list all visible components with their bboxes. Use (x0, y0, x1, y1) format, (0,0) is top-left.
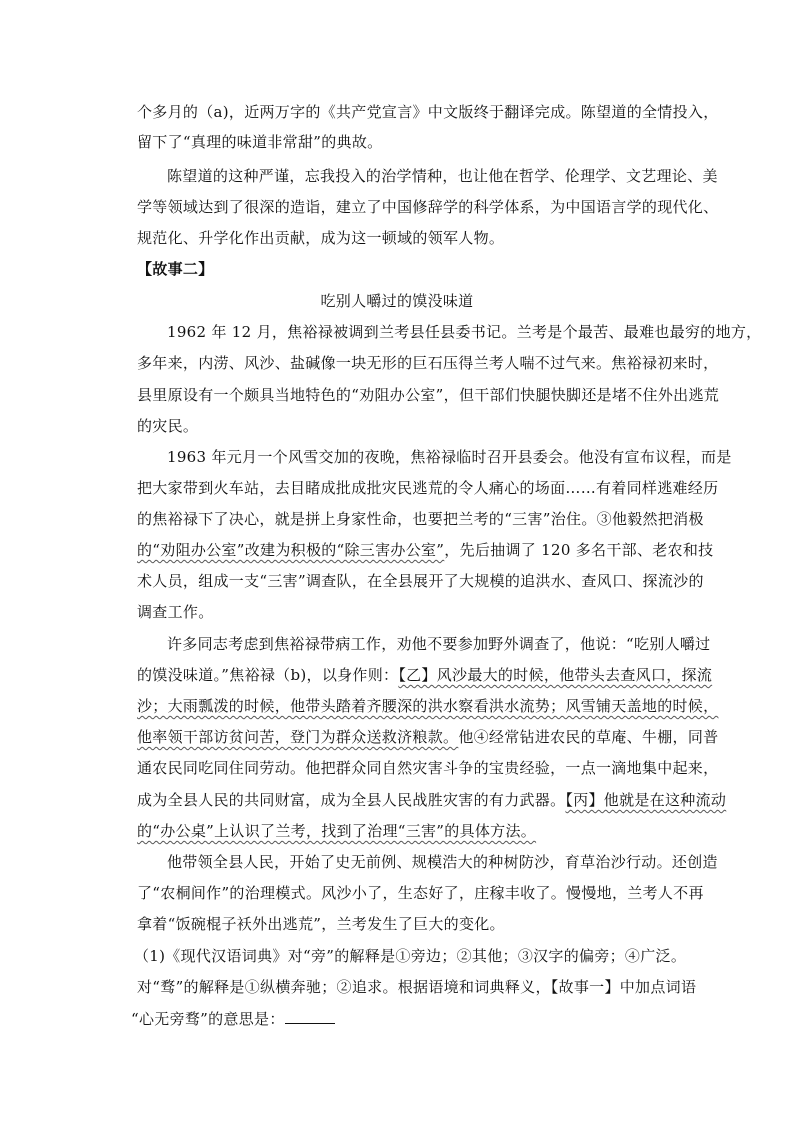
paragraph-line: 术人员，组成一支“三害”调查队，在全县展开了大规模的追洪水、查风口、探流沙的 (137, 572, 704, 590)
paragraph-line (137, 540, 714, 560)
paragraph-line: 许多同志考虑到焦裕禄带病工作，劝他不要参加野外调查了，他说：“吃别人嚼过 (167, 635, 711, 653)
wavy-underlined-sentence: 沙；大雨瓢泼的时候，他带头踏着齐腰深的洪水察看洪水流势；风雪铺天盖地的时候， (137, 697, 719, 715)
paragraph-line: 1962 年 12 月，焦裕禄被调到兰考县任县委书记。兰考是个最苦、最难也最穷的地方， (167, 323, 762, 341)
line-text: “心无旁骛”的意思是： (131, 1010, 285, 1028)
paragraph-line: 1963 年元月一个风雪交加的夜晚，焦裕禄临时召开县委会。他没有宣布议程，而是 (167, 448, 732, 466)
line-text: 成为全县人民的共同财富，成为全县人民战胜灾害的有力武器。 (137, 791, 566, 809)
paragraph-line: 个多月的（a)，近两万字的《共产党宣言》中文版终于翻译完成。陈望道的全情投入， (137, 103, 719, 121)
paragraph-line (137, 790, 727, 810)
paragraph-line: 规范化、升学化作出贡献，成为这一顿域的领军人物。 (137, 229, 505, 247)
paragraph-line (137, 696, 719, 716)
wavy-underlined-sentence: 【丙】他就是在这种流动 (565, 791, 727, 809)
paragraph-line: 的灾民。 (137, 417, 199, 435)
paragraph-line: 县里原设有一个颇具当地特色的“劝阻办公室”，但干部们快腿快脚还是堵不住外出逃荒 (137, 386, 720, 404)
paragraph-line: 学等领域达到了很深的造诣，建立了中国修辞学的科学体系，为中国语言学的现代化、 (137, 198, 719, 216)
paragraph-line (137, 727, 719, 747)
answer-blank[interactable] (285, 1009, 335, 1024)
paragraph-line (137, 821, 677, 841)
paragraph-line: 拿着“饭碗棍子袄外出逃荒”，兰考发生了巨大的变化。 (137, 915, 505, 933)
line-text: ，先后抽调了 120 多名干部、老农和技 (444, 541, 714, 559)
paragraph-line (137, 665, 713, 685)
line-text: 他④经常钻进农民的草庵、牛棚，同普 (458, 728, 719, 746)
wavy-underlined-sentence: 的“劝阻办公室”改建为积极的“除三害办公室” (137, 541, 445, 559)
wavy-underlined-sentence: 的“办公桌”上认识了兰考，找到了治理“三害”的具体方法。 (137, 822, 537, 840)
section-heading: 【故事二】 (137, 260, 214, 278)
paragraph-line: 他带领全县人民，开始了史无前例、规模浩大的种树防沙，育草治沙行动。还创造 (167, 853, 718, 871)
question-line: （1)《现代汉语词典》对“旁”的解释是①旁边；②其他；③汉字的偏旁；④广泛。 (134, 947, 687, 965)
paragraph-line: 多年来，内涝、风沙、盐碱像一块无形的巨石压得兰考人喘不过气来。焦裕禄初来时， (137, 354, 719, 372)
line-text: 的馍没味道。”焦裕禄（b)，以身作则： (137, 666, 399, 684)
paragraph-line: 通农民同吃同住同劳动。他把群众同自然灾害斗争的宝贵经验，一点一滴地集中起来， (137, 759, 719, 777)
paragraph-line: 把大家带到火车站，去目睹成批成批灾民逃荒的令人痛心的场面……有着同样逃难经历 (137, 479, 719, 497)
paragraph-line: 了“农桐间作”的治理模式。风沙小了，生态好了，庄稼丰收了。慢慢地，兰考人不再 (137, 884, 704, 902)
paragraph-line: 陈望道的这种严谨，忘我投入的治学情种，也让他在哲学、伦理学、文艺理论、美 (167, 167, 718, 185)
wavy-underlined-sentence: 【乙】风沙最大的时候，他带头去查风口，探流 (398, 666, 713, 684)
paragraph-line: 留下了“真理的味道非常甜”的典故。 (137, 133, 383, 151)
question-line: 对“骛”的解释是①纵横奔驰；②追求。根据语境和词典释义，【故事一】中加点词语 (137, 978, 697, 996)
story-title: 吃别人嚼过的馍没味道 (320, 292, 474, 310)
wavy-underlined-sentence: 他率领干部访贫问苦，登门为群众送救济粮款。 (137, 728, 459, 746)
question-line (131, 1009, 671, 1029)
paragraph-line: 的焦裕禄下了决心，就是拼上身家性命，也要把兰考的“三害”治住。③他毅然把消极 (137, 510, 704, 528)
paragraph-line: 调查工作。 (137, 603, 214, 621)
